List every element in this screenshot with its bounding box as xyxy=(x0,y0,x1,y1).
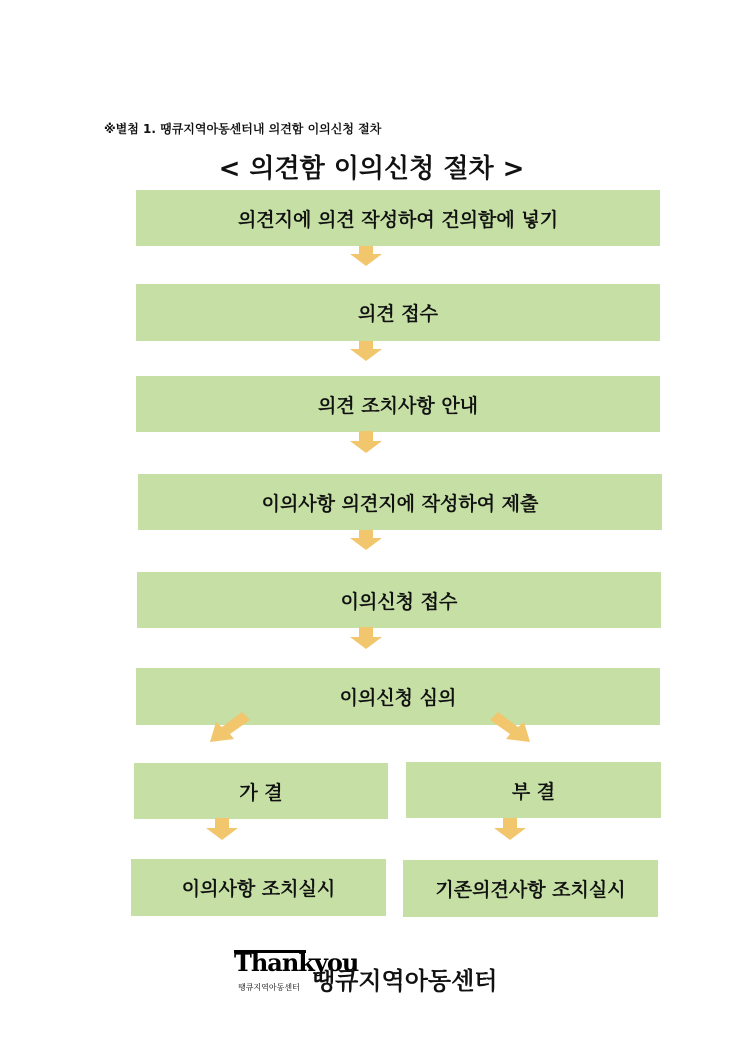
action-label: 기존의견사항 조치실시 xyxy=(435,879,626,901)
step-label: 의견 조치사항 안내 xyxy=(317,394,479,417)
attachment-note: ※별첨 1. 땡큐지역아동센터내 의견함 이의신청 절차 xyxy=(104,122,382,136)
step-box-5 xyxy=(137,572,661,628)
step-label: 의견지에 의견 작성하여 건의함에 넣기 xyxy=(237,208,559,231)
step-box-1 xyxy=(136,190,660,246)
down-arrow-icon xyxy=(350,431,382,453)
down-arrow-icon xyxy=(494,818,526,840)
decision-approved-box xyxy=(134,763,388,819)
decision-label: 가 결 xyxy=(239,781,283,804)
down-arrow-icon xyxy=(350,246,382,266)
center-name: 땡큐지역아동센터 xyxy=(312,967,498,995)
step-box-3 xyxy=(136,376,660,432)
action-label: 이의사항 조치실시 xyxy=(181,878,336,900)
center-logo xyxy=(234,948,514,998)
step-label: 이의신청 접수 xyxy=(340,590,458,613)
down-arrow-icon xyxy=(350,627,382,649)
action-rejected-box xyxy=(403,860,658,917)
down-left-arrow-icon xyxy=(208,712,250,742)
logo-word: Thankyou xyxy=(234,948,359,977)
down-arrow-icon xyxy=(206,818,238,840)
down-right-arrow-icon xyxy=(490,712,532,742)
decision-label: 부 결 xyxy=(511,780,556,803)
down-arrow-icon xyxy=(350,341,382,361)
down-arrow-icon xyxy=(350,530,382,550)
step-box-4 xyxy=(138,474,662,530)
step-label: 이의사항 의견지에 작성하여 제출 xyxy=(261,492,539,515)
step-label: 이의신청 심의 xyxy=(339,687,457,709)
step-label: 의견 접수 xyxy=(357,303,439,325)
logo-small-text: 땡큐지역아동센터 xyxy=(238,983,300,992)
decision-rejected-box xyxy=(406,762,661,818)
page-title: < 의견함 이의신청 절차 > xyxy=(218,154,525,184)
action-approved-box xyxy=(131,859,386,916)
step-box-2 xyxy=(136,284,660,341)
